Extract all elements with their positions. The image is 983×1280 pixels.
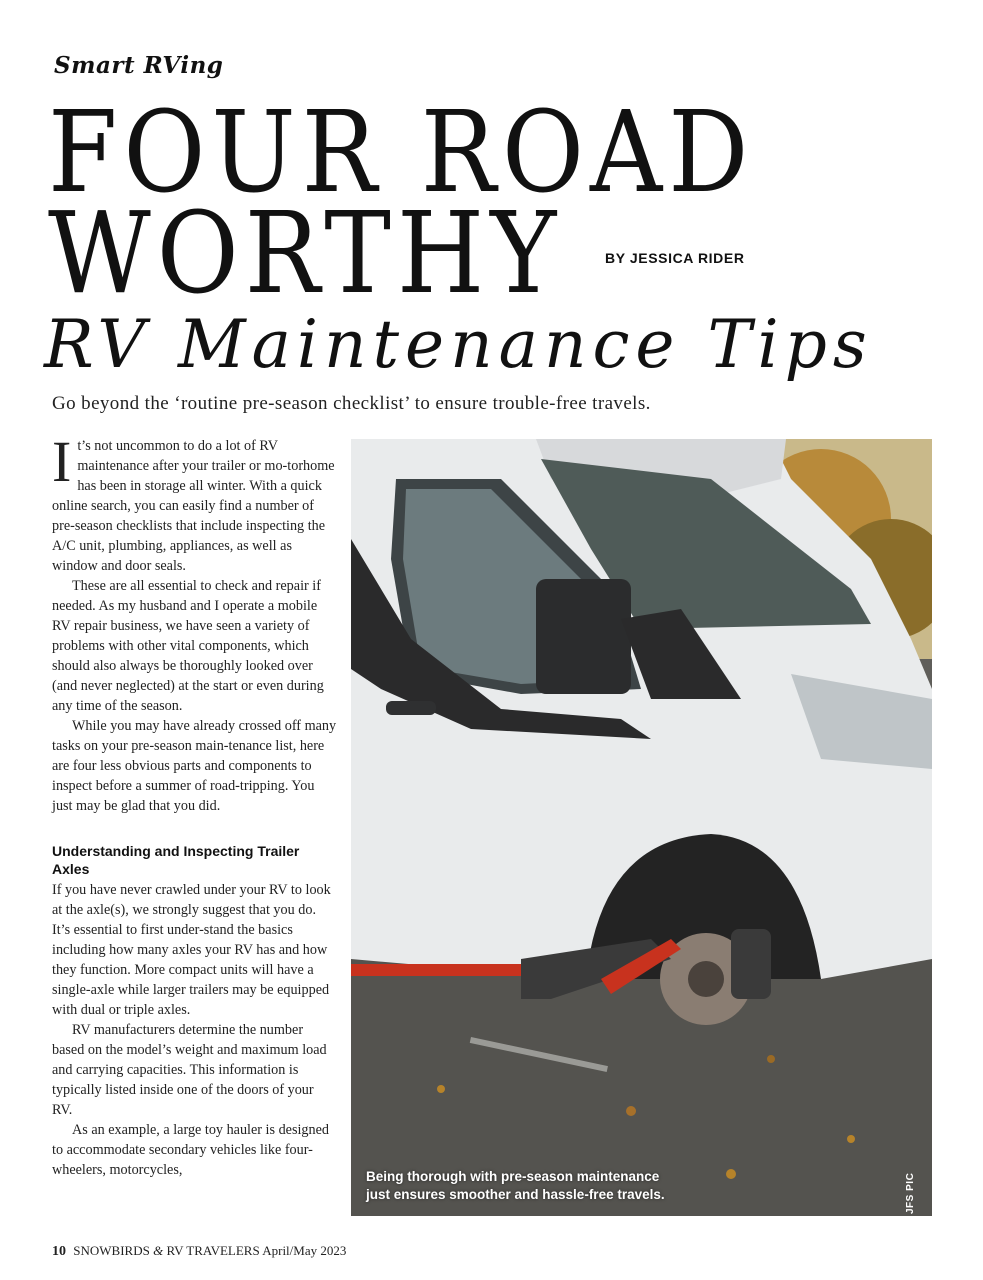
byline: BY JESSICA RIDER — [605, 250, 745, 266]
paragraph-3: While you may have already crossed off many tasks on your pre-season main-tenance list, here are four less obvious parts and components to inspect before a summer of road-tripping. You just may be glad that you did. — [52, 718, 337, 814]
title-line-2: WORTHY — [48, 187, 563, 319]
paragraph-1-text: t’s not uncommon to do a lot of RV maintenance after your trailer or mo-torhome has been in storage all winter. With a quick online search, you can easily find a number of pre-season checklists that include inspecting the A/C unit, plumbing, appliances, as well as window and door seals. — [52, 438, 335, 574]
title-line-1: FOUR ROAD — [48, 86, 755, 218]
article-body — [52, 429, 337, 1180]
paragraph-1 — [52, 429, 337, 576]
paragraph-2: These are all essential to check and repair if needed. As my husband and I operate a mobile RV repair business, we have seen a variety of problems with other vital components, which should also always be thoroughly looked over (and never neglected) at the start or even during any time of the season. — [52, 578, 324, 714]
dek: Go beyond the ‘routine pre-season checklist’ to ensure trouble-free travels. — [52, 393, 651, 414]
publication-name: SNOWBIRDS — [73, 1243, 150, 1258]
photo-caption: Being thorough with pre-season maintenance just ensures smoother and hassle-free travels. — [366, 1169, 665, 1202]
rv-illustration — [351, 439, 932, 1216]
drop-cap: I — [52, 429, 72, 494]
photo-credit: JFS PIC — [905, 1172, 916, 1214]
paragraph-4: If you have never crawled under your RV to look at the axle(s), we strongly suggest that you do. It’s essential to first under-stand the basics including how many axles your RV has and how they function. More compact units will have a single-axle while larger trailers may be equipped with dual or triple axles. — [52, 882, 331, 1018]
publication-ampersand: & — [153, 1243, 164, 1258]
rv-photo — [351, 439, 932, 1216]
paragraph-5: RV manufacturers determine the number based on the model’s weight and maximum load and carrying capacities. This information is typically listed inside one of the doors of your RV. — [52, 1022, 327, 1118]
section-heading: Understanding and Inspecting Trailer Axles — [52, 843, 300, 877]
page-footer — [52, 1243, 346, 1260]
section-kicker: Smart RVing — [54, 52, 224, 79]
page-number: 10 — [52, 1244, 66, 1259]
subtitle: RV Maintenance Tips — [44, 306, 873, 383]
publication-issue: RV TRAVELERS April/May 2023 — [166, 1243, 347, 1258]
paragraph-6: As an example, a large toy hauler is designed to accommodate secondary vehicles like four-wheelers, motorcycles, — [52, 1122, 330, 1178]
